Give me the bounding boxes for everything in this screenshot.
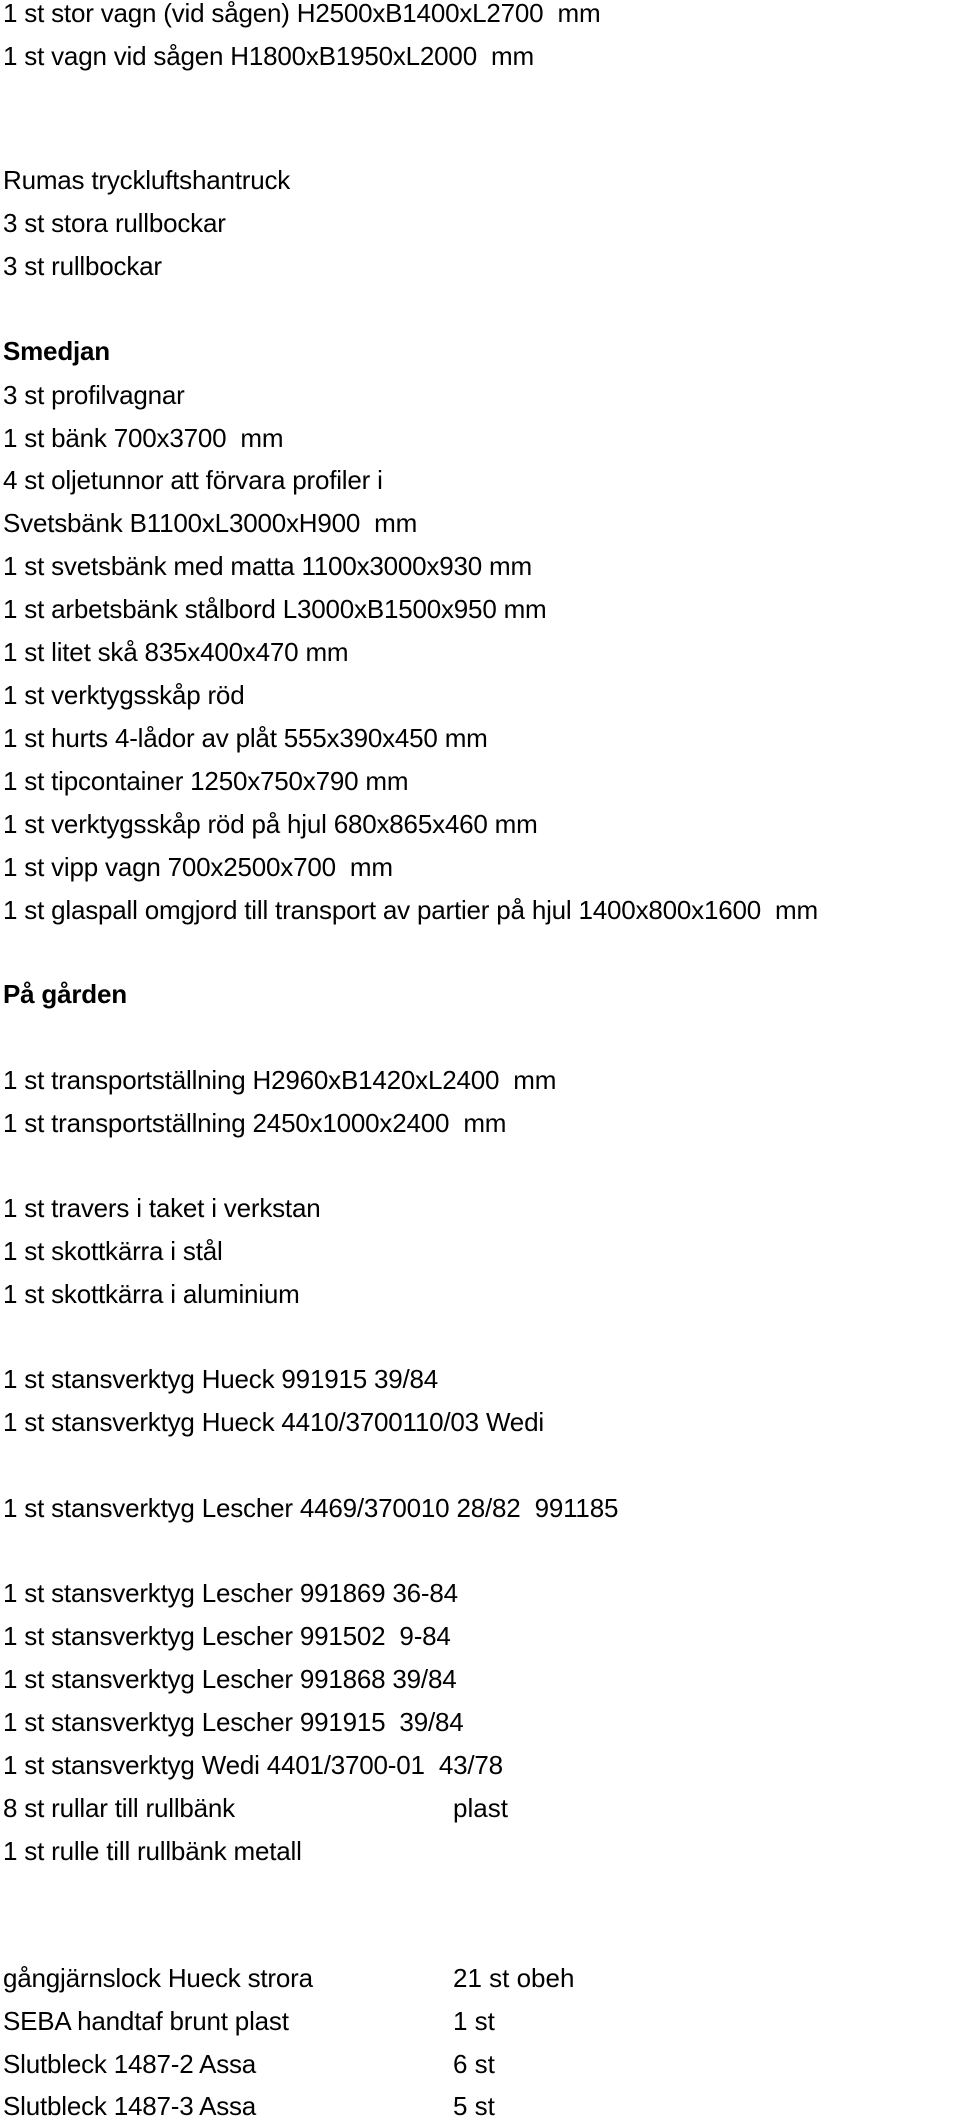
table-row-qty: 21 st obeh: [453, 1963, 575, 1993]
table-row-qty: 1 st: [453, 2006, 495, 2036]
list-item: 3 st rullbockar: [3, 251, 162, 281]
list-item: 1 st tipcontainer 1250x750x790 mm: [3, 766, 409, 796]
list-item: 1 st skottkärra i aluminium: [3, 1279, 300, 1309]
list-item: 1 st litet skå 835x400x470 mm: [3, 637, 349, 667]
list-item: 1 st stor vagn (vid sågen) H2500xB1400xL2700 mm: [3, 0, 601, 28]
list-item: 3 st profilvagnar: [3, 380, 185, 410]
list-item: 1 st bänk 700x3700 mm: [3, 423, 284, 453]
list-item-material: plast: [453, 1793, 508, 1823]
list-item: 8 st rullar till rullbänk: [3, 1793, 235, 1823]
list-item: 1 st stansverktyg Lescher 991869 36-84: [3, 1578, 458, 1608]
list-item: 1 st rulle till rullbänk metall: [3, 1836, 302, 1866]
list-item: 1 st svetsbänk med matta 1100x3000x930 mm: [3, 551, 532, 581]
list-item: 1 st arbetsbänk stålbord L3000xB1500x950 mm: [3, 594, 547, 624]
list-item: 1 st skottkärra i stål: [3, 1236, 223, 1266]
list-item: 1 st stansverktyg Lescher 991868 39/84: [3, 1664, 457, 1694]
list-item: 1 st vagn vid sågen H1800xB1950xL2000 mm: [3, 41, 534, 71]
list-item: 1 st transportställning 2450x1000x2400 mm: [3, 1108, 507, 1138]
list-item: 1 st verktygsskåp röd på hjul 680x865x460 mm: [3, 809, 538, 839]
table-row-qty: 5 st: [453, 2091, 495, 2121]
list-item: 1 st verktygsskåp röd: [3, 680, 245, 710]
table-row-item: Slutbleck 1487-2 Assa: [3, 2049, 257, 2079]
table-row-item: SEBA handtaf brunt plast: [3, 2006, 289, 2036]
list-item: 1 st glaspall omgjord till transport av partier på hjul 1400x800x1600 mm: [3, 895, 818, 925]
table-row-item: gångjärnslock Hueck strora: [3, 1963, 313, 1993]
list-item: 1 st stansverktyg Lescher 4469/370010 28/82 991185: [3, 1493, 619, 1523]
list-item: 1 st stansverktyg Wedi 4401/3700-01 43/78: [3, 1750, 503, 1780]
list-item: 1 st stansverktyg Lescher 991502 9-84: [3, 1621, 451, 1651]
list-item: 3 st stora rullbockar: [3, 208, 226, 238]
list-item: 1 st travers i taket i verkstan: [3, 1193, 321, 1223]
list-item: 1 st transportställning H2960xB1420xL2400 mm: [3, 1065, 557, 1095]
list-item: 1 st stansverktyg Hueck 4410/3700110/03 Wedi: [3, 1407, 544, 1437]
list-item: 1 st vipp vagn 700x2500x700 mm: [3, 852, 393, 882]
list-item: 4 st oljetunnor att förvara profiler i: [3, 465, 383, 495]
table-row-item: Slutbleck 1487-3 Assa: [3, 2091, 257, 2121]
table-row-qty: 6 st: [453, 2049, 495, 2079]
list-item: Rumas tryckluftshantruck: [3, 165, 291, 195]
list-item: 1 st hurts 4-lådor av plåt 555x390x450 mm: [3, 723, 488, 753]
list-item: 1 st stansverktyg Lescher 991915 39/84: [3, 1707, 464, 1737]
section-heading-smedjan: Smedjan: [3, 336, 110, 366]
section-heading-pa-garden: På gården: [3, 979, 127, 1009]
list-item: 1 st stansverktyg Hueck 991915 39/84: [3, 1364, 439, 1394]
list-item: Svetsbänk B1100xL3000xH900 mm: [3, 508, 418, 538]
